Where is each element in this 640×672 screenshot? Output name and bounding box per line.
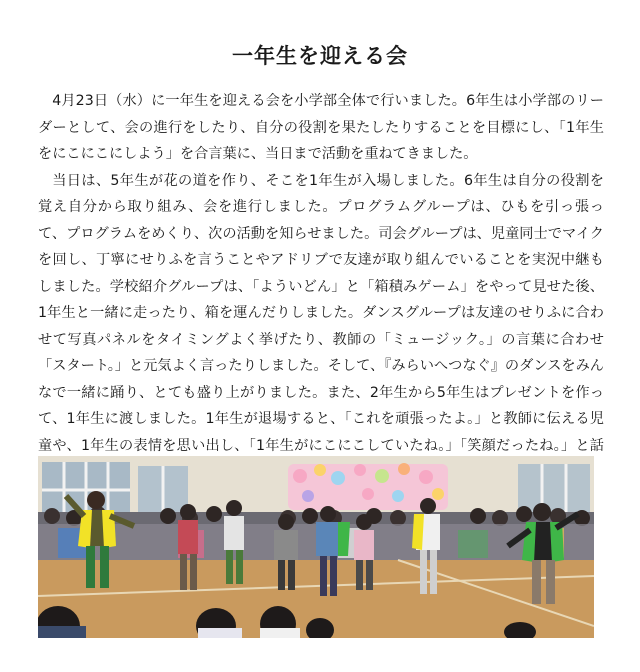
event-photo-illustration (38, 456, 594, 638)
paragraph-1: 4月23日（水）に一年生を迎える会を小学部全体で行いました。6年生は小学部のリーダーとして、会の進行をしたり、自分の役割を果たしたりすることを目標にし、「1年生をにこにこにしよう」を合言葉に、当日まで活動を重ねてきました。 (38, 93, 604, 162)
article-body (38, 88, 604, 486)
paragraph-2: 当日は、5年生が花の道を作り、そこを1年生が入場しました。6年生は自分の役割を覚え自分から取り組み、会を進行しました。プログラムグループは、ひもを引っ張って、プログラムをめくり、次の活動を知らせました。司会グループは、児童同士でマイクを回し、丁寧にせりふを言うことやアドリブで友達が取り組んでいることを実況中継もしました。学校紹介グループは、「よういどん」と「箱積みゲーム」をやって見せた後、1年生と一緒に走ったり、箱を運んだりしました。ダンスグループは友達のせりふに合わせて写真パネルをタイミングよく挙げたり、教師の「ミュージック。」の言葉に合わせ「スタート。」と元気よく言ったりしました。そして、『みらいへつなぐ』のダンスをみんなで一緒に踊り、とても盛り上がりました。また、2年生から5年生はプレゼントを作って、1年生に渡しました。1年生が退場すると、「これを頑張ったよ。」と教師に伝える児童や、1年生の表情を思い出し、「1年生がにこにこしていたね。」「笑顔だったね。」と話 (38, 172, 604, 454)
page-title: 一年生を迎える会 (232, 44, 408, 68)
event-photo (38, 456, 594, 638)
